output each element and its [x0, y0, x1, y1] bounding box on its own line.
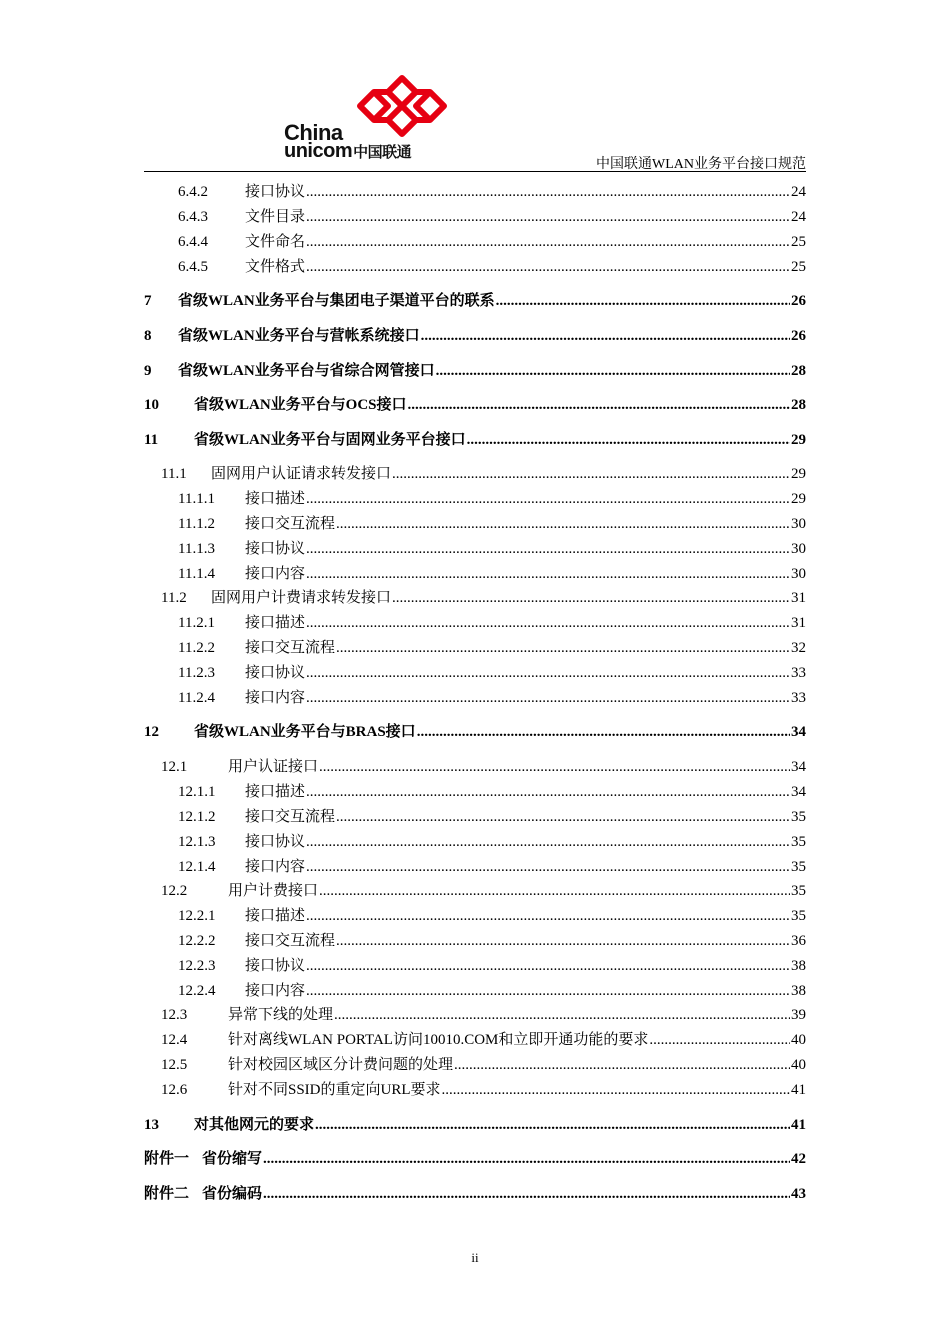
toc-entry-page: 34	[791, 784, 806, 800]
toc-entry-page: 26	[791, 328, 806, 344]
toc-entry-title: 接口协议	[245, 184, 306, 200]
unicom-knot-icon	[356, 74, 448, 140]
logo-text-cn: 中国联通	[353, 144, 412, 161]
toc-entry-number: 11.1.3	[178, 541, 215, 557]
toc-entry-number: 11.2.3	[178, 665, 215, 681]
toc-entry-title: 文件目录	[245, 209, 306, 225]
toc-entry-page: 25	[791, 234, 806, 250]
toc-entry-title: 对其他网元的要求	[194, 1117, 315, 1133]
toc-entry-page: 43	[791, 1186, 806, 1202]
toc-entry[interactable]	[178, 488, 806, 510]
toc-entry-page: 28	[791, 363, 806, 379]
toc-entry-page: 38	[791, 958, 806, 974]
toc-entry[interactable]	[178, 905, 806, 927]
toc-entry-number: 8	[144, 328, 152, 344]
toc-leader-dots	[306, 781, 790, 803]
toc-leader-dots	[421, 325, 790, 347]
toc-entry-title: 固网用户认证请求转发接口	[211, 466, 392, 482]
toc-entry-page: 31	[791, 590, 806, 606]
toc-entry-page: 30	[791, 566, 806, 582]
toc-entry-number: 13	[144, 1117, 159, 1133]
toc-entry-title: 省级WLAN业务平台与OCS接口	[194, 397, 407, 413]
toc-entry-page: 24	[791, 209, 806, 225]
toc-entry-title: 异常下线的处理	[228, 1007, 334, 1023]
toc-entry-page: 31	[791, 615, 806, 631]
toc-entry[interactable]	[161, 880, 806, 902]
toc-leader-dots	[306, 181, 790, 203]
toc-entry[interactable]	[178, 231, 806, 253]
toc-entry-title: 接口内容	[245, 983, 306, 999]
toc-entry-title: 接口交互流程	[245, 640, 336, 656]
toc-entry-title: 接口描述	[245, 784, 306, 800]
toc-entry-page: 40	[791, 1057, 806, 1073]
toc-entry-number: 12.1.2	[178, 809, 216, 825]
header-title: 中国联通WLAN业务平台接口规范	[596, 157, 806, 172]
toc-entry[interactable]	[178, 513, 806, 535]
toc-entry[interactable]	[144, 325, 806, 347]
toc-leader-dots	[417, 721, 790, 743]
toc-leader-dots	[306, 206, 790, 228]
toc-entry-page: 33	[791, 690, 806, 706]
toc-entry-number: 6.4.3	[178, 209, 208, 225]
toc-entry[interactable]	[144, 1114, 806, 1136]
toc-entry-title: 省级WLAN业务平台与BRAS接口	[194, 724, 416, 740]
toc-entry-title: 接口内容	[245, 566, 306, 582]
toc-entry[interactable]	[161, 1004, 806, 1026]
toc-entry-page: 39	[791, 1007, 806, 1023]
toc-entry-page: 35	[791, 834, 806, 850]
toc-entry[interactable]	[178, 781, 806, 803]
toc-entry[interactable]	[144, 290, 806, 312]
toc-entry-number: 11	[144, 432, 159, 448]
toc-leader-dots	[436, 360, 790, 382]
toc-entry-page: 29	[791, 466, 806, 482]
toc-entry-number: 7	[144, 293, 152, 309]
toc-leader-dots	[334, 1004, 790, 1026]
toc-entry-title: 文件命名	[245, 234, 306, 250]
toc-entry-title: 省份编码	[202, 1186, 263, 1202]
toc-entry[interactable]	[178, 256, 806, 278]
toc-leader-dots	[306, 687, 790, 709]
toc-leader-dots	[306, 538, 790, 560]
toc-entry-number: 12.1.3	[178, 834, 216, 850]
toc-entry[interactable]	[178, 662, 806, 684]
toc-entry-number: 12.2	[161, 883, 188, 899]
toc-entry-number: 12.2.4	[178, 983, 216, 999]
toc-entry-page: 40	[791, 1032, 806, 1048]
toc-entry-title: 针对离线WLAN PORTAL访问10010.COM和立即开通功能的要求	[228, 1032, 649, 1048]
toc-entry-number: 12.1.1	[178, 784, 216, 800]
toc-entry[interactable]	[144, 1148, 806, 1170]
toc-entry-page: 24	[791, 184, 806, 200]
toc-leader-dots	[496, 290, 790, 312]
toc-entry-page: 36	[791, 933, 806, 949]
toc-entry-page: 32	[791, 640, 806, 656]
toc-leader-dots	[392, 587, 790, 609]
toc-entry-number: 12.4	[161, 1032, 188, 1048]
toc-entry-number: 12	[144, 724, 159, 740]
toc-entry-number: 12.6	[161, 1082, 188, 1098]
toc-entry-number: 附件二	[144, 1186, 190, 1202]
toc-leader-dots	[306, 231, 790, 253]
logo-text-unicom-en: unicom	[284, 140, 353, 162]
toc-entry-page: 28	[791, 397, 806, 413]
toc-entry[interactable]	[161, 587, 806, 609]
toc-entry[interactable]	[178, 563, 806, 585]
toc-entry[interactable]	[144, 1183, 806, 1205]
toc-entry[interactable]	[178, 637, 806, 659]
toc-entry-number: 11.2	[161, 590, 187, 606]
toc-leader-dots	[306, 563, 790, 585]
toc-entry[interactable]	[161, 756, 806, 778]
toc-entry-number: 12.1	[161, 759, 188, 775]
toc-entry-number: 11.2.4	[178, 690, 215, 706]
toc-leader-dots	[306, 612, 790, 634]
toc-entry-page: 35	[791, 908, 806, 924]
toc-entry[interactable]	[178, 181, 806, 203]
toc-entry-title: 省级WLAN业务平台与固网业务平台接口	[194, 432, 466, 448]
toc-entry[interactable]	[178, 538, 806, 560]
toc-entry-title: 接口协议	[245, 665, 306, 681]
toc-entry[interactable]	[178, 955, 806, 977]
toc-entry-title: 接口交互流程	[245, 516, 336, 532]
toc-entry[interactable]	[144, 721, 806, 743]
toc-entry[interactable]	[178, 206, 806, 228]
toc-entry-number: 12.2.3	[178, 958, 216, 974]
header-rule	[144, 171, 806, 172]
toc-entry-title: 接口内容	[245, 859, 306, 875]
toc-entry-title: 固网用户计费请求转发接口	[211, 590, 392, 606]
toc-leader-dots	[306, 662, 790, 684]
logo-text-china: China	[284, 120, 343, 145]
toc-entry-number: 12.5	[161, 1057, 188, 1073]
china-unicom-logo	[284, 74, 454, 164]
toc-entry[interactable]	[178, 980, 806, 1002]
toc-entry-title: 接口描述	[245, 491, 306, 507]
toc-entry-title: 接口交互流程	[245, 933, 336, 949]
page-number: ii	[471, 1250, 479, 1265]
toc-entry-number: 12.2.2	[178, 933, 216, 949]
toc-leader-dots	[315, 1114, 790, 1136]
toc-entry-page: 35	[791, 859, 806, 875]
toc-entry-number: 12.1.4	[178, 859, 216, 875]
toc-leader-dots	[306, 856, 790, 878]
toc-entry[interactable]	[161, 463, 806, 485]
toc-entry-page: 33	[791, 665, 806, 681]
toc-entry-page: 29	[791, 432, 806, 448]
toc-entry-number: 11.1	[161, 466, 187, 482]
toc-entry-page: 35	[791, 883, 806, 899]
toc-entry-title: 文件格式	[245, 259, 306, 275]
toc-entry[interactable]	[144, 360, 806, 382]
toc-leader-dots	[306, 488, 790, 510]
toc-leader-dots	[336, 806, 790, 828]
toc-entry[interactable]	[161, 1029, 806, 1051]
toc-entry-page: 26	[791, 293, 806, 309]
toc-entry-number: 11.1.1	[178, 491, 215, 507]
toc-leader-dots	[306, 831, 790, 853]
toc-leader-dots	[467, 429, 790, 451]
toc-entry[interactable]	[178, 687, 806, 709]
toc-entry[interactable]	[161, 1054, 806, 1076]
toc-entry-number: 6.4.4	[178, 234, 208, 250]
toc-entry-title: 接口协议	[245, 958, 306, 974]
toc-leader-dots	[336, 637, 790, 659]
toc-leader-dots	[454, 1054, 790, 1076]
logo-text-unicom	[284, 140, 411, 163]
toc-entry-title: 接口描述	[245, 908, 306, 924]
toc-entry[interactable]	[144, 394, 806, 416]
toc-entry-title: 省级WLAN业务平台与省综合网管接口	[178, 363, 435, 379]
toc-entry[interactable]	[178, 612, 806, 634]
toc-entry-title: 省份缩写	[202, 1151, 263, 1167]
toc-leader-dots	[306, 955, 790, 977]
toc-entry-number: 12.3	[161, 1007, 188, 1023]
toc-entry[interactable]	[178, 930, 806, 952]
toc-leader-dots	[336, 513, 790, 535]
toc-entry[interactable]	[144, 429, 806, 451]
toc-entry-number: 6.4.2	[178, 184, 208, 200]
toc-entry-page: 35	[791, 809, 806, 825]
toc-entry-number: 11.1.2	[178, 516, 215, 532]
toc-entry-page: 30	[791, 516, 806, 532]
toc-entry[interactable]	[161, 1079, 806, 1101]
toc-entry-number: 9	[144, 363, 152, 379]
toc-entry-title: 针对不同SSID的重定向URL要求	[228, 1082, 441, 1098]
toc-entry-number: 12.2.1	[178, 908, 216, 924]
toc-entry-page: 34	[791, 724, 806, 740]
toc-entry-title: 接口交互流程	[245, 809, 336, 825]
toc-entry-number: 附件一	[144, 1151, 190, 1167]
toc-entry-title: 省级WLAN业务平台与集团电子渠道平台的联系	[178, 293, 495, 309]
toc-entry-title: 接口协议	[245, 834, 306, 850]
toc-entry-title: 用户认证接口	[228, 759, 319, 775]
toc-entry-page: 25	[791, 259, 806, 275]
toc-entry-title: 接口描述	[245, 615, 306, 631]
toc-leader-dots	[263, 1148, 790, 1170]
toc-entry-title: 针对校园区域区分计费问题的处理	[228, 1057, 454, 1073]
toc-entry-page: 38	[791, 983, 806, 999]
toc-leader-dots	[319, 756, 790, 778]
toc-entry[interactable]	[178, 806, 806, 828]
toc-entry-page: 29	[791, 491, 806, 507]
toc-leader-dots	[306, 980, 790, 1002]
toc-entry-number: 6.4.5	[178, 259, 208, 275]
toc-entry-number: 11.1.4	[178, 566, 215, 582]
toc-leader-dots	[442, 1079, 790, 1101]
toc-entry-title: 省级WLAN业务平台与营帐系统接口	[178, 328, 420, 344]
toc-entry-number: 11.2.1	[178, 615, 215, 631]
toc-entry-page: 41	[791, 1082, 806, 1098]
toc-entry-title: 接口内容	[245, 690, 306, 706]
toc-entry-page: 34	[791, 759, 806, 775]
toc-entry-page: 42	[791, 1151, 806, 1167]
toc-entry-number: 10	[144, 397, 159, 413]
toc-leader-dots	[408, 394, 790, 416]
toc-entry-page: 30	[791, 541, 806, 557]
toc-leader-dots	[649, 1029, 790, 1051]
toc-entry-number: 11.2.2	[178, 640, 215, 656]
toc-leader-dots	[336, 930, 790, 952]
toc-entry-title: 用户计费接口	[228, 883, 319, 899]
toc-leader-dots	[392, 463, 790, 485]
toc-leader-dots	[263, 1183, 790, 1205]
toc-leader-dots	[319, 880, 790, 902]
toc-entry-page: 41	[791, 1117, 806, 1133]
toc-entry-title: 接口协议	[245, 541, 306, 557]
toc-entry[interactable]	[178, 856, 806, 878]
toc-leader-dots	[306, 256, 790, 278]
toc-entry[interactable]	[178, 831, 806, 853]
toc-leader-dots	[306, 905, 790, 927]
